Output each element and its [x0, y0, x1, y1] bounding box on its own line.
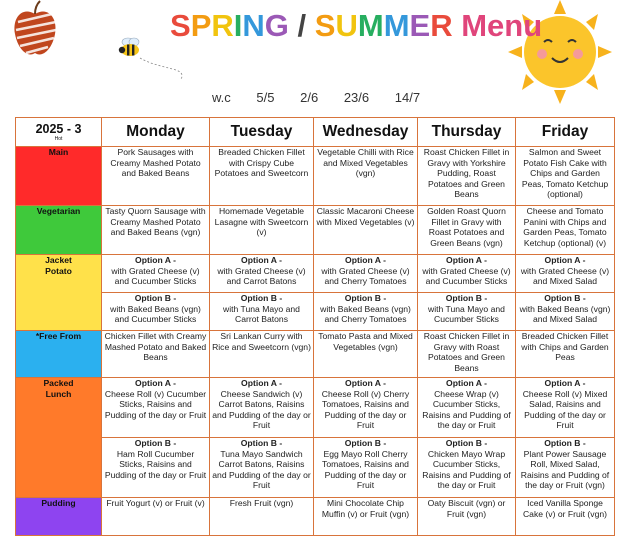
option-heading: Option A - — [544, 378, 586, 388]
option-text: Plant Power Sausage Roll, Mixed Salad, Raisins and Pudding of the day or Fruit (vgn) — [520, 448, 610, 491]
date-item: 2/6 — [300, 90, 319, 105]
option-text: Cheese Sandwich (v) Carrot Batons, Raisins and Pudding of the day or Fruit — [212, 388, 311, 431]
option-cell — [418, 255, 516, 293]
meal-cell: Chicken Fillet with Creamy Mashed Potato and Baked Beans — [102, 331, 210, 378]
jacket-row-a — [16, 255, 615, 293]
option-heading: Option B - — [544, 438, 586, 448]
title-letter: R — [430, 8, 453, 43]
meal-cell: Iced Vanilla Sponge Cake (v) or Fruit (vgn) — [516, 498, 615, 536]
option-heading: Option A - — [345, 378, 386, 388]
option-text: Egg Mayo Roll Cherry Tomatoes, Raisins and Pudding of the day or Fruit — [322, 448, 409, 491]
option-cell — [516, 378, 615, 438]
option-cell — [314, 293, 418, 331]
option-heading: Option B - — [445, 438, 488, 448]
meal-cell: Homemade Vegetable Lasagne with Sweetcorn (v) — [210, 206, 314, 255]
option-cell — [210, 293, 314, 331]
category-label: Lunch — [45, 388, 72, 399]
option-text: Ham Roll Cucumber Sticks, Raisins and Pudding of the day or Fruit — [104, 448, 207, 480]
title-menu: Menu — [461, 8, 543, 43]
meal-cell: Roast Chicken Fillet in Gravy with Yorkshire Pudding, Roast Potatoes and Green Beans — [418, 147, 516, 206]
option-heading: Option B - — [134, 293, 177, 303]
meal-cell: Mini Chocolate Chip Muffin (v) or Fruit (vgn) — [314, 498, 418, 536]
option-heading: Option A - — [446, 255, 487, 265]
option-text: with Tuna Mayo and Cucumber Sticks — [428, 303, 505, 325]
title-season — [170, 8, 453, 44]
corner-cell — [16, 118, 102, 147]
option-cell — [210, 378, 314, 438]
option-heading: Option B - — [240, 438, 283, 448]
option-heading: Option A - — [241, 378, 282, 388]
meal-cell: Breaded Chicken Fillet with Crispy Cube Potatoes and Sweetcorn — [210, 147, 314, 206]
option-heading: Option B - — [240, 293, 283, 303]
option-heading: Option B - — [344, 438, 387, 448]
category-main: Main — [16, 147, 102, 206]
category-pudding: Pudding — [16, 498, 102, 536]
option-heading: Option A - — [135, 378, 176, 388]
option-cell — [102, 255, 210, 293]
apple-icon — [12, 0, 58, 58]
option-text: Cheese Roll (v) Cherry Tomatoes, Raisins and Pudding of the day or Fruit — [321, 388, 410, 431]
title-letter: / — [297, 8, 307, 43]
meal-cell: Tasty Quorn Sausage with Creamy Mashed Potato and Baked Beans (vgn) — [102, 206, 210, 255]
corner-note: Hot — [54, 135, 63, 142]
meal-cell: Golden Roast Quorn Fillet in Gravy with Roast Potatoes and Green Beans (vgn) — [418, 206, 516, 255]
meal-cell: Sri Lankan Curry with Rice and Sweetcorn (vgn) — [210, 331, 314, 378]
option-cell — [102, 378, 210, 438]
pudding-row — [16, 498, 615, 536]
option-cell — [418, 293, 516, 331]
date-item: 14/7 — [394, 90, 421, 105]
day-header: Monday — [102, 118, 210, 147]
title-letter: N — [242, 8, 265, 43]
category-packed-lunch — [16, 378, 102, 498]
option-cell — [210, 255, 314, 293]
option-cell — [516, 293, 615, 331]
option-cell — [418, 438, 516, 498]
title-letter: G — [264, 8, 289, 43]
option-cell — [516, 255, 615, 293]
title-letter: U — [335, 8, 358, 43]
option-heading: Option A - — [446, 378, 487, 388]
option-text: with Grated Cheese (v) and Carrot Batons — [217, 265, 306, 287]
option-text: Tuna Mayo Sandwich Carrot Batons, Raisins and Pudding of the day or Fruit — [212, 448, 311, 491]
day-header: Thursday — [418, 118, 516, 147]
title-letter: M — [357, 8, 384, 43]
main-row — [16, 147, 615, 206]
option-text: with Grated Cheese (v) and Mixed Salad — [520, 265, 610, 287]
option-cell — [102, 438, 210, 498]
meal-cell: Vegetable Chilli with Rice and Mixed Vegetables (vgn) — [314, 147, 418, 206]
option-text: with Baked Beans (vgn) and Cucumber Sticks — [110, 303, 201, 325]
date-item: 23/6 — [343, 90, 370, 105]
category-jacket-potato — [16, 255, 102, 331]
date-label: w.c — [212, 90, 231, 105]
option-text: with Grated Cheese (v) and Cucumber Sticks — [422, 265, 511, 287]
option-cell — [210, 438, 314, 498]
week-commencing-dates — [212, 90, 442, 105]
category-label: Jacket — [45, 255, 72, 265]
date-item: 5/5 — [256, 90, 275, 105]
option-text: Cheese Roll (v) Mixed Salad, Raisins and Pudding of the day or Fruit — [522, 388, 608, 431]
option-cell — [516, 438, 615, 498]
jacket-row-b — [16, 293, 615, 331]
option-text: Cheese Roll (v) Cucumber Sticks, Raisins and Pudding of the day or Fruit — [104, 388, 207, 420]
meal-cell: Roast Chicken Fillet in Gravy with Roast Potatoes and Green Beans — [418, 331, 516, 378]
option-cell — [314, 378, 418, 438]
day-header: Wednesday — [314, 118, 418, 147]
option-cell — [314, 438, 418, 498]
option-text: with Grated Cheese (v) and Cucumber Sticks — [111, 265, 200, 287]
option-heading: Option A - — [544, 255, 586, 265]
title-letter: I — [233, 8, 243, 43]
title-letter: S — [170, 8, 191, 43]
option-heading: Option A - — [241, 255, 282, 265]
category-vegetarian: Vegetarian — [16, 206, 102, 255]
category-label: Packed — [43, 378, 74, 388]
option-heading: Option B - — [445, 293, 488, 303]
meal-cell: Fruit Yogurt (v) or Fruit (v) — [102, 498, 210, 536]
meal-cell: Fresh Fruit (vgn) — [210, 498, 314, 536]
category-free-from: *Free From — [16, 331, 102, 378]
vegetarian-row — [16, 206, 615, 255]
title-letter: S — [314, 8, 336, 43]
title-letter: P — [190, 8, 212, 43]
free-from-row — [16, 331, 615, 378]
meal-cell: Oaty Biscuit (vgn) or Fruit (vgn) — [418, 498, 516, 536]
meal-cell: Salmon and Sweet Potato Fish Cake with Chips and Garden Peas, Tomato Ketchup (optional) — [516, 147, 615, 206]
option-text: with Baked Beans (vgn) and Cherry Tomatoes — [320, 303, 411, 325]
page-title — [170, 8, 542, 44]
option-heading: Option A - — [135, 255, 176, 265]
packed-row-b — [16, 438, 615, 498]
option-text: with Tuna Mayo and Carrot Batons — [223, 303, 300, 325]
option-heading: Option A - — [345, 255, 386, 265]
title-letter — [306, 8, 315, 43]
option-text: Cheese Wrap (v) Cucumber Sticks, Raisins and Pudding of the day or Fruit — [422, 388, 511, 431]
title-letter: M — [383, 8, 410, 43]
option-text: with Baked Beans (vgn) and Mixed Salad — [519, 303, 611, 325]
option-cell — [314, 255, 418, 293]
meal-cell: Breaded Chicken Fillet with Chips and Garden Peas — [516, 331, 615, 378]
option-heading: Option B - — [544, 293, 586, 303]
meal-cell: Cheese and Tomato Panini with Chips and Garden Peas, Tomato Ketchup (optional) (v) — [516, 206, 615, 255]
meal-cell: Pork Sausages with Creamy Mashed Potato and Baked Beans — [102, 147, 210, 206]
menu-table — [15, 117, 615, 536]
option-heading: Option B - — [134, 438, 177, 448]
meal-cell: Classic Macaroni Cheese with Mixed Vegetables (v) — [314, 206, 418, 255]
menu-year: 2025 - 3 — [35, 121, 82, 136]
title-letter: R — [211, 8, 234, 43]
option-text: with Grated Cheese (v) and Cherry Tomatoes — [321, 265, 410, 287]
day-header-row — [16, 118, 615, 147]
option-cell — [102, 293, 210, 331]
category-label: Potato — [45, 265, 72, 276]
title-letter — [289, 8, 298, 43]
day-header: Tuesday — [210, 118, 314, 147]
option-heading: Option B - — [344, 293, 387, 303]
title-letter: E — [409, 8, 431, 43]
option-cell — [418, 378, 516, 438]
day-header: Friday — [516, 118, 615, 147]
option-text: Chicken Mayo Wrap Cucumber Sticks, Raisins and Pudding of the day or Fruit — [422, 448, 511, 491]
meal-cell: Tomato Pasta and Mixed Vegetables (vgn) — [314, 331, 418, 378]
packed-row-a — [16, 378, 615, 438]
